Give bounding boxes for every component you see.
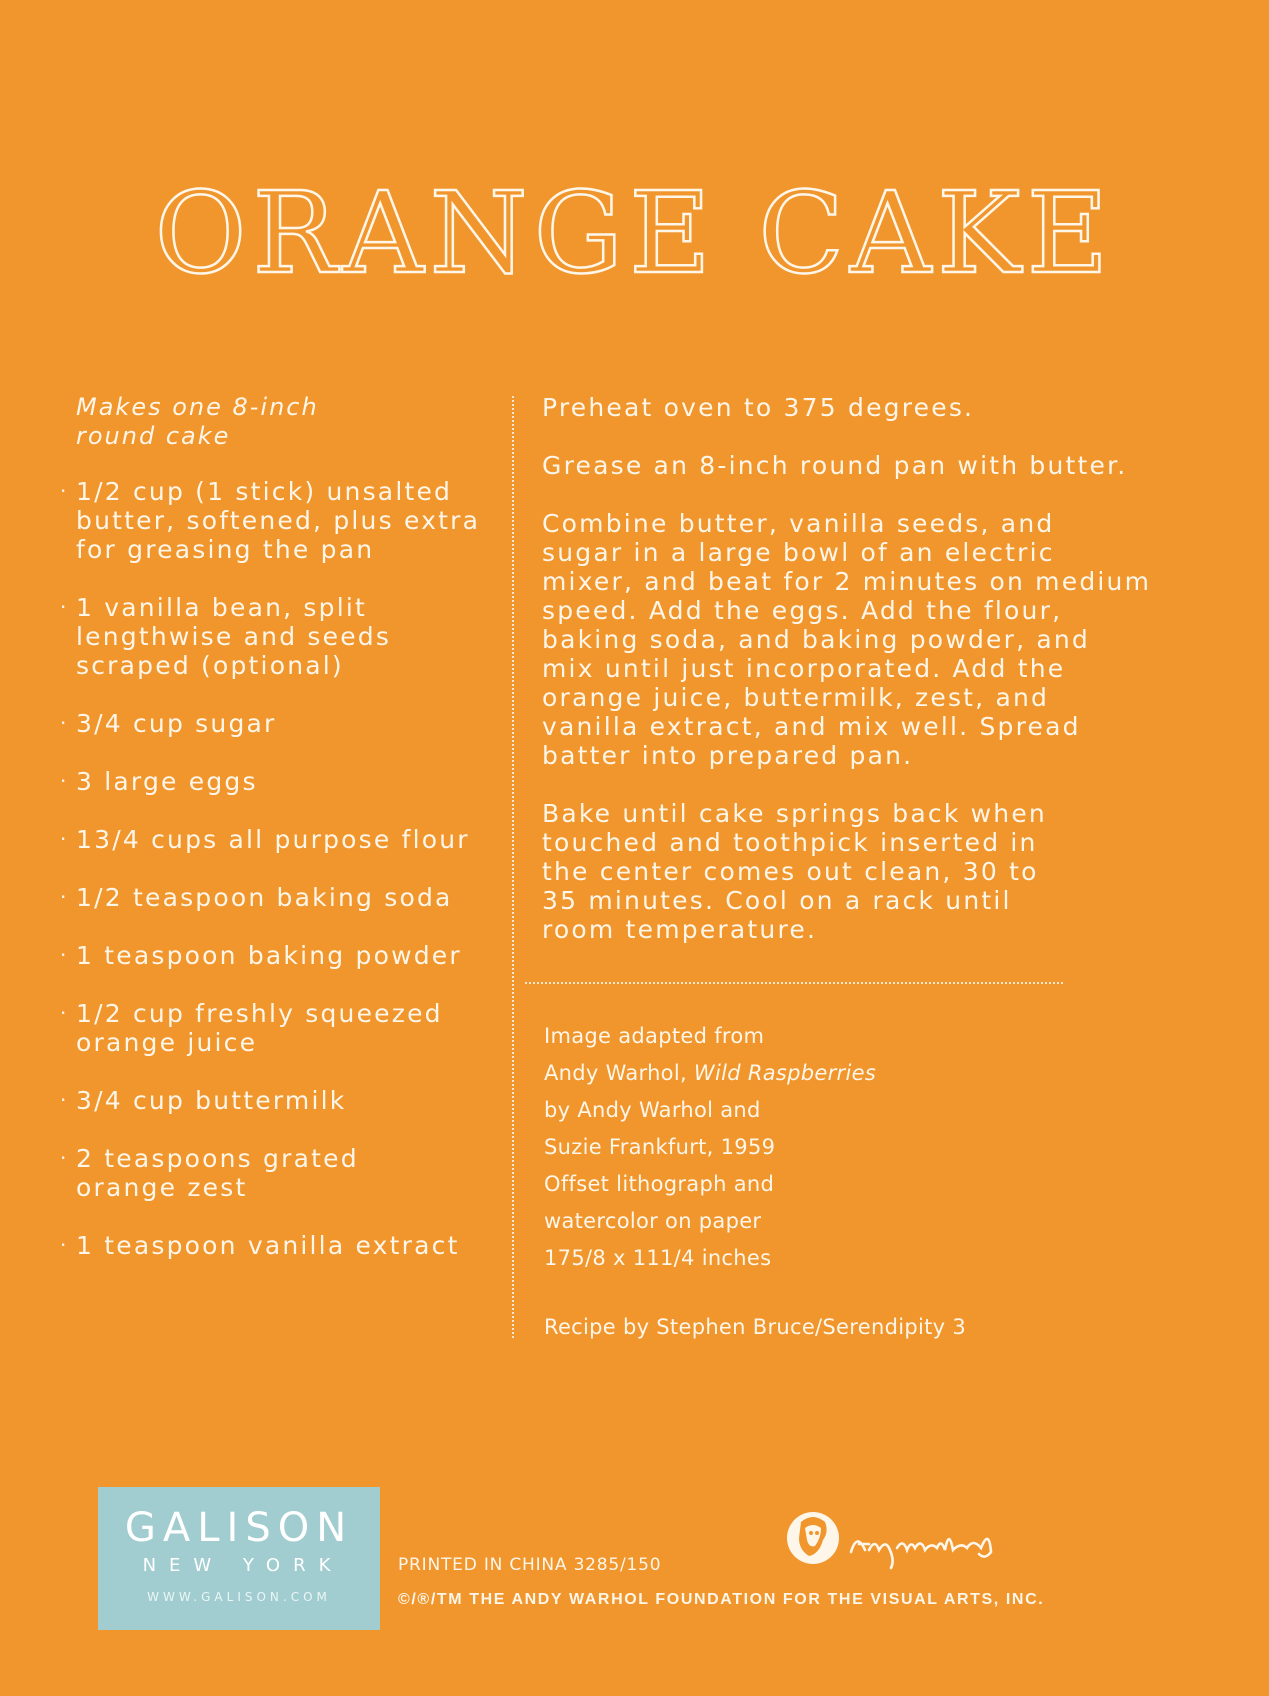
- bullet-dot-icon: ·: [60, 885, 69, 909]
- bullet-dot-icon: ·: [60, 769, 69, 793]
- section-divider: [525, 982, 1063, 984]
- instructions-column: [542, 393, 1182, 973]
- column-divider: [512, 396, 514, 1338]
- artwork-dimensions: 175/8 x 111/4 inches: [544, 1246, 772, 1270]
- ingredient-item: · 1 teaspoon vanilla extract: [60, 1231, 460, 1260]
- bullet-dot-icon: ·: [60, 1088, 69, 1112]
- ingredient-item: · 1/2 cup (1 stick) unsalted butter, softened, plus extra for greasing the pan: [60, 477, 481, 564]
- printed-info: PRINTED IN CHINA 3285/150: [398, 1555, 662, 1575]
- image-credits: Image adapted from Andy Warhol, Wild Raspberries by Andy Warhol and Suzie Frankfurt, 1959 Offset lithograph and watercolor on paper 175/8 x 111/4 inches Recipe by Stephen Bruce/Serendipity 3: [544, 1018, 1104, 1346]
- ingredient-item: · 1/2 cup freshly squeezed orange juice: [60, 999, 443, 1057]
- bullet-dot-icon: ·: [60, 1233, 69, 1257]
- galison-logo: GALISON NEW YORK WWW.GALISON.COM: [98, 1487, 380, 1630]
- recipe-credit: Recipe by Stephen Bruce/Serendipity 3: [544, 1315, 967, 1339]
- signature-icon: [851, 1539, 991, 1568]
- warhol-signature-logo: [785, 1508, 1055, 1576]
- bullet-dot-icon: ·: [60, 595, 69, 619]
- ingredient-item: · 3/4 cup buttermilk: [60, 1086, 347, 1115]
- ingredient-list: [60, 477, 490, 1260]
- bullet-dot-icon: ·: [60, 1146, 69, 1170]
- bullet-dot-icon: ·: [60, 827, 69, 851]
- warhol-portrait-icon: [787, 1512, 839, 1564]
- instruction-step: Combine butter, vanilla seeds, and sugar in a large bowl of an electric mixer, and beat for 2 minutes on medium speed. Add the eggs. Add the flour, baking soda, and baking powder, and mix until just incorporated. Add the orange juice, buttermilk, zest, and vanilla extract, and mix well. Spread batter into prepared pan.: [542, 509, 1152, 770]
- ingredient-item: · 3 large eggs: [60, 767, 258, 796]
- artwork-title: Wild Raspberries: [693, 1061, 877, 1085]
- ingredient-item: · 2 teaspoons grated orange zest: [60, 1144, 359, 1202]
- recipe-yield: Makes one 8-inch round cake: [76, 393, 319, 450]
- ingredient-item: · 3/4 cup sugar: [60, 709, 277, 738]
- instruction-step: Grease an 8-inch round pan with butter.: [542, 451, 1128, 480]
- instruction-step: Preheat oven to 375 degrees.: [542, 393, 975, 422]
- bullet-dot-icon: ·: [60, 1001, 69, 1025]
- instruction-step: Bake until cake springs back when touched and toothpick inserted in the center comes out clean, 30 to 35 minutes. Cool on a rack until room temperature.: [542, 799, 1047, 944]
- ingredient-item: · 13/4 cups all purpose flour: [60, 825, 470, 854]
- bullet-dot-icon: ·: [60, 479, 69, 503]
- ingredient-item: · 1 vanilla bean, split lengthwise and seeds scraped (optional): [60, 593, 392, 680]
- ingredient-item: · 1 teaspoon baking powder: [60, 941, 462, 970]
- bullet-dot-icon: ·: [60, 711, 69, 735]
- copyright-notice: ©/®/TM THE ANDY WARHOL FOUNDATION FOR THE VISUAL ARTS, INC.: [398, 1591, 1045, 1608]
- ingredients-column: [60, 393, 490, 1289]
- ingredient-item: · 1/2 teaspoon baking soda: [60, 883, 453, 912]
- page-title: ORANGE CAKE: [154, 169, 1115, 299]
- bullet-dot-icon: ·: [60, 943, 69, 967]
